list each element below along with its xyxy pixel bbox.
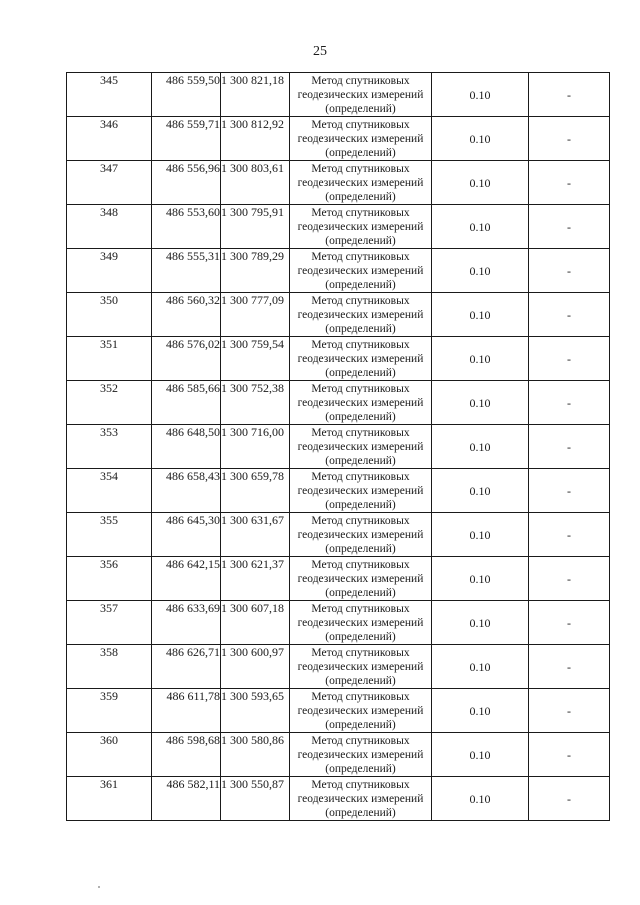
method-cell	[290, 293, 432, 337]
note-cell: -	[529, 733, 610, 777]
method-text-line: (определений)	[325, 674, 396, 687]
scan-dot	[98, 886, 100, 888]
point-number-cell: 350	[67, 293, 152, 337]
method-text-line: геодезических измерений	[297, 484, 424, 497]
method-text-line: Метод спутниковых	[311, 250, 410, 263]
table-row	[67, 249, 610, 293]
method-text-line: Метод спутниковых	[311, 162, 410, 175]
point-number-cell: 351	[67, 337, 152, 381]
method-cell	[290, 689, 432, 733]
method-text-line: геодезических измерений	[297, 396, 424, 409]
note-cell: -	[529, 73, 610, 117]
y-coordinate-cell: 1 300 759,54	[221, 337, 290, 381]
x-coordinate-cell: 486 626,71	[152, 645, 221, 689]
method-text-line: геодезических измерений	[297, 528, 424, 541]
table-row	[67, 205, 610, 249]
accuracy-cell: 0.10	[432, 381, 529, 425]
method-text-line: Метод спутниковых	[311, 602, 410, 615]
table-row	[67, 601, 610, 645]
y-coordinate-cell: 1 300 777,09	[221, 293, 290, 337]
point-number-cell: 357	[67, 601, 152, 645]
x-coordinate-cell: 486 598,68	[152, 733, 221, 777]
table-row	[67, 733, 610, 777]
method-cell	[290, 117, 432, 161]
note-cell: -	[529, 249, 610, 293]
method-text-line: Метод спутниковых	[311, 294, 410, 307]
method-text-line: геодезических измерений	[297, 132, 424, 145]
x-coordinate-cell: 486 645,30	[152, 513, 221, 557]
note-cell: -	[529, 645, 610, 689]
note-cell: -	[529, 601, 610, 645]
point-number-cell: 347	[67, 161, 152, 205]
method-text-line: геодезических измерений	[297, 704, 424, 717]
table-row	[67, 337, 610, 381]
y-coordinate-cell: 1 300 803,61	[221, 161, 290, 205]
method-text-line: геодезических измерений	[297, 220, 424, 233]
coordinates-table	[66, 72, 610, 821]
accuracy-cell: 0.10	[432, 205, 529, 249]
method-cell	[290, 557, 432, 601]
x-coordinate-cell: 486 642,15	[152, 557, 221, 601]
x-coordinate-cell: 486 556,96	[152, 161, 221, 205]
method-text-line: геодезических измерений	[297, 176, 424, 189]
table-row	[67, 425, 610, 469]
note-cell: -	[529, 293, 610, 337]
y-coordinate-cell: 1 300 789,29	[221, 249, 290, 293]
method-cell	[290, 73, 432, 117]
table-row	[67, 645, 610, 689]
y-coordinate-cell: 1 300 812,92	[221, 117, 290, 161]
note-cell: -	[529, 777, 610, 821]
point-number-cell: 359	[67, 689, 152, 733]
y-coordinate-cell: 1 300 821,18	[221, 73, 290, 117]
method-text-line: (определений)	[325, 630, 396, 643]
point-number-cell: 356	[67, 557, 152, 601]
x-coordinate-cell: 486 560,32	[152, 293, 221, 337]
method-text-line: (определений)	[325, 322, 396, 335]
x-coordinate-cell: 486 555,31	[152, 249, 221, 293]
method-cell	[290, 645, 432, 689]
method-cell	[290, 733, 432, 777]
point-number-cell: 358	[67, 645, 152, 689]
point-number-cell: 355	[67, 513, 152, 557]
note-cell: -	[529, 689, 610, 733]
method-text-line: Метод спутниковых	[311, 778, 410, 791]
accuracy-cell: 0.10	[432, 777, 529, 821]
note-cell: -	[529, 161, 610, 205]
method-text-line: Метод спутниковых	[311, 118, 410, 131]
point-number-cell: 352	[67, 381, 152, 425]
x-coordinate-cell: 486 611,78	[152, 689, 221, 733]
note-cell: -	[529, 337, 610, 381]
note-cell: -	[529, 205, 610, 249]
method-cell	[290, 777, 432, 821]
method-cell	[290, 161, 432, 205]
x-coordinate-cell: 486 576,02	[152, 337, 221, 381]
y-coordinate-cell: 1 300 580,86	[221, 733, 290, 777]
x-coordinate-cell: 486 553,60	[152, 205, 221, 249]
accuracy-cell: 0.10	[432, 293, 529, 337]
accuracy-cell: 0.10	[432, 601, 529, 645]
method-text-line: (определений)	[325, 410, 396, 423]
method-text-line: Метод спутниковых	[311, 338, 410, 351]
method-text-line: (определений)	[325, 498, 396, 511]
x-coordinate-cell: 486 559,71	[152, 117, 221, 161]
method-cell	[290, 381, 432, 425]
method-text-line: геодезических измерений	[297, 264, 424, 277]
method-cell	[290, 469, 432, 513]
y-coordinate-cell: 1 300 621,37	[221, 557, 290, 601]
point-number-cell: 348	[67, 205, 152, 249]
table-row	[67, 117, 610, 161]
accuracy-cell: 0.10	[432, 337, 529, 381]
accuracy-cell: 0.10	[432, 249, 529, 293]
y-coordinate-cell: 1 300 631,67	[221, 513, 290, 557]
method-text-line: геодезических измерений	[297, 308, 424, 321]
accuracy-cell: 0.10	[432, 469, 529, 513]
page-number: 25	[313, 44, 327, 59]
x-coordinate-cell: 486 559,50	[152, 73, 221, 117]
method-text-line: Метод спутниковых	[311, 514, 410, 527]
x-coordinate-cell: 486 585,66	[152, 381, 221, 425]
point-number-cell: 361	[67, 777, 152, 821]
note-cell: -	[529, 557, 610, 601]
method-text-line: (определений)	[325, 718, 396, 731]
method-text-line: (определений)	[325, 454, 396, 467]
table-row	[67, 513, 610, 557]
method-text-line: Метод спутниковых	[311, 382, 410, 395]
point-number-cell: 360	[67, 733, 152, 777]
point-number-cell: 346	[67, 117, 152, 161]
y-coordinate-cell: 1 300 600,97	[221, 645, 290, 689]
accuracy-cell: 0.10	[432, 425, 529, 469]
method-text-line: (определений)	[325, 234, 396, 247]
method-cell	[290, 337, 432, 381]
note-cell: -	[529, 469, 610, 513]
table-row	[67, 777, 610, 821]
method-text-line: (определений)	[325, 278, 396, 291]
method-cell	[290, 249, 432, 293]
y-coordinate-cell: 1 300 752,38	[221, 381, 290, 425]
method-text-line: Метод спутниковых	[311, 690, 410, 703]
table-row	[67, 161, 610, 205]
accuracy-cell: 0.10	[432, 117, 529, 161]
method-text-line: (определений)	[325, 366, 396, 379]
method-text-line: (определений)	[325, 146, 396, 159]
method-text-line: геодезических измерений	[297, 440, 424, 453]
table-row	[67, 689, 610, 733]
note-cell: -	[529, 117, 610, 161]
method-text-line: Метод спутниковых	[311, 426, 410, 439]
table-row	[67, 293, 610, 337]
y-coordinate-cell: 1 300 607,18	[221, 601, 290, 645]
note-cell: -	[529, 425, 610, 469]
method-text-line: геодезических измерений	[297, 88, 424, 101]
method-cell	[290, 601, 432, 645]
method-cell	[290, 513, 432, 557]
accuracy-cell: 0.10	[432, 557, 529, 601]
x-coordinate-cell: 486 582,11	[152, 777, 221, 821]
method-text-line: геодезических измерений	[297, 792, 424, 805]
method-text-line: (определений)	[325, 806, 396, 819]
method-text-line: (определений)	[325, 102, 396, 115]
x-coordinate-cell: 486 633,69	[152, 601, 221, 645]
method-text-line: геодезических измерений	[297, 748, 424, 761]
method-text-line: Метод спутниковых	[311, 206, 410, 219]
method-text-line: геодезических измерений	[297, 660, 424, 673]
method-text-line: (определений)	[325, 542, 396, 555]
method-text-line: Метод спутниковых	[311, 74, 410, 87]
accuracy-cell: 0.10	[432, 733, 529, 777]
method-text-line: геодезических измерений	[297, 616, 424, 629]
x-coordinate-cell: 486 648,50	[152, 425, 221, 469]
note-cell: -	[529, 513, 610, 557]
accuracy-cell: 0.10	[432, 689, 529, 733]
accuracy-cell: 0.10	[432, 513, 529, 557]
method-text-line: Метод спутниковых	[311, 558, 410, 571]
table-row	[67, 469, 610, 513]
method-text-line: Метод спутниковых	[311, 734, 410, 747]
method-text-line: (определений)	[325, 190, 396, 203]
method-text-line: Метод спутниковых	[311, 646, 410, 659]
y-coordinate-cell: 1 300 795,91	[221, 205, 290, 249]
method-text-line: Метод спутниковых	[311, 470, 410, 483]
point-number-cell: 353	[67, 425, 152, 469]
y-coordinate-cell: 1 300 659,78	[221, 469, 290, 513]
method-text-line: (определений)	[325, 762, 396, 775]
y-coordinate-cell: 1 300 550,87	[221, 777, 290, 821]
y-coordinate-cell: 1 300 716,00	[221, 425, 290, 469]
table-row	[67, 557, 610, 601]
table-row	[67, 73, 610, 117]
y-coordinate-cell: 1 300 593,65	[221, 689, 290, 733]
accuracy-cell: 0.10	[432, 161, 529, 205]
accuracy-cell: 0.10	[432, 645, 529, 689]
method-text-line: геодезических измерений	[297, 572, 424, 585]
x-coordinate-cell: 486 658,43	[152, 469, 221, 513]
method-text-line: (определений)	[325, 586, 396, 599]
method-cell	[290, 425, 432, 469]
table-row	[67, 381, 610, 425]
point-number-cell: 349	[67, 249, 152, 293]
point-number-cell: 354	[67, 469, 152, 513]
note-cell: -	[529, 381, 610, 425]
point-number-cell: 345	[67, 73, 152, 117]
accuracy-cell: 0.10	[432, 73, 529, 117]
coordinates-table-body	[67, 73, 610, 821]
method-text-line: геодезических измерений	[297, 352, 424, 365]
method-cell	[290, 205, 432, 249]
